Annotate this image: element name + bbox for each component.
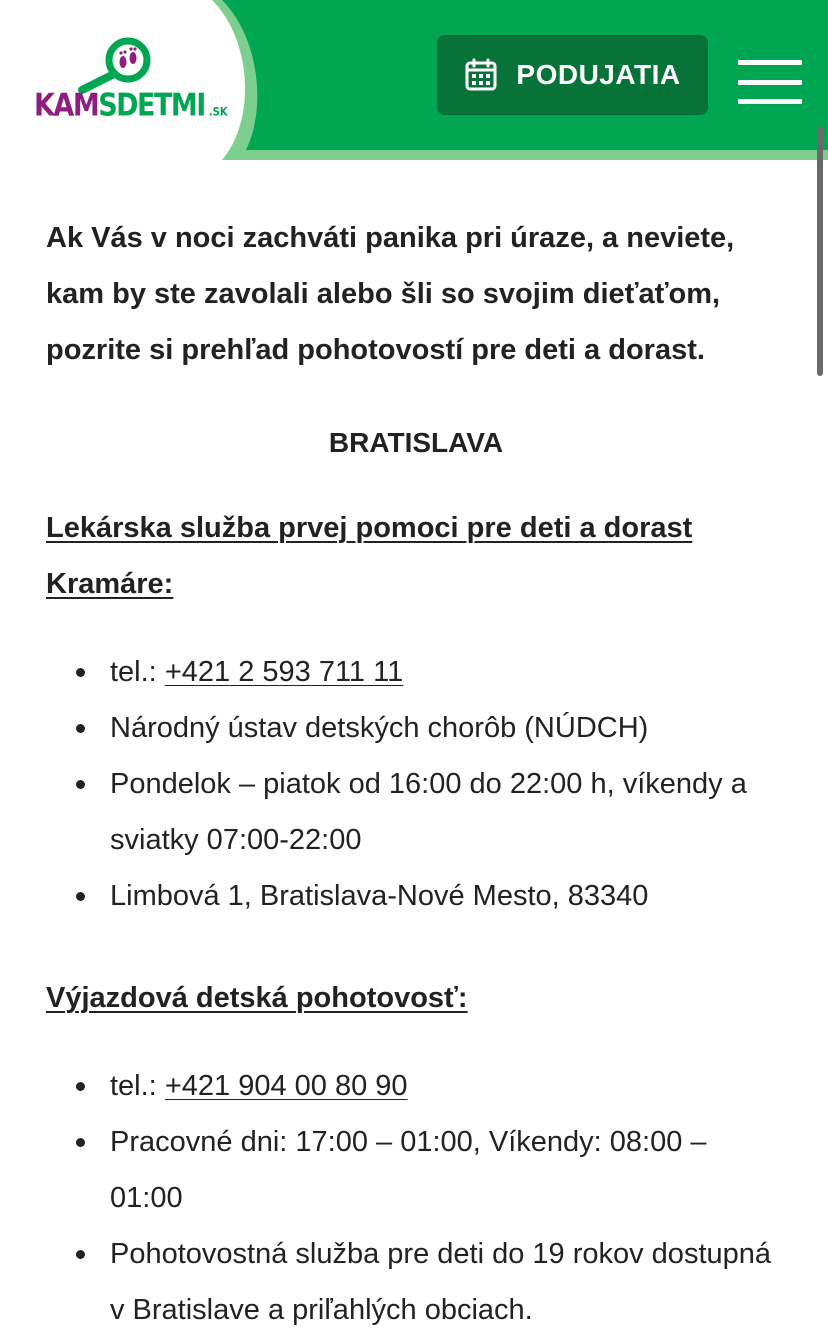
phone-link[interactable]: +421 2 593 711 11	[164, 656, 404, 688]
phone-label: tel.:	[110, 1070, 165, 1102]
list-item: Pondelok – piatok od 16:00 do 22:00 h, víkendy a sviatky 07:00-22:00	[46, 756, 786, 868]
calendar-icon	[464, 58, 498, 92]
menu-line	[738, 80, 802, 85]
site-logo[interactable]	[30, 36, 230, 132]
list-item: Pohotovostná služba pre deti do 19 rokov dostupná v Bratislave a priľahlých obciach.	[46, 1226, 786, 1338]
magnifier-feet-icon	[76, 36, 156, 92]
section-title-kramare[interactable]: Lekárska služba prvej pomoci pre deti a dorast Kramáre:	[46, 512, 693, 600]
list-item: Pracovné dni: 17:00 – 01:00, Víkendy: 08:00 – 01:00	[46, 1114, 786, 1226]
logo-sdetmi: SDETMI	[98, 88, 205, 124]
article-content	[46, 210, 786, 1338]
section-title-mobile-emergency[interactable]: Výjazdová detská pohotovosť:	[46, 982, 468, 1014]
events-button-label: PODUJATIA	[516, 59, 681, 90]
info-list-mobile-emergency	[46, 1058, 786, 1338]
list-item-phone	[46, 1058, 786, 1114]
list-item-phone	[46, 644, 786, 700]
events-button[interactable]	[437, 35, 708, 115]
list-item: Národný ústav detských chorôb (NÚDCH)	[46, 700, 786, 756]
hamburger-menu-icon[interactable]	[736, 56, 804, 108]
phone-label: tel.:	[110, 656, 165, 688]
list-item: Limbová 1, Bratislava-Nové Mesto, 83340	[46, 868, 786, 924]
info-list-kramare	[46, 644, 786, 924]
scrollbar[interactable]	[817, 126, 823, 376]
article-intro: Ak Vás v noci zachváti panika pri úraze, a neviete, kam by ste zavolali alebo šli so svojim dieťaťom, pozrite si prehľad pohotovostí pre deti a dorast.	[46, 222, 735, 366]
city-heading: BRATISLAVA	[328, 427, 504, 458]
logo-kam: KAM	[34, 88, 99, 124]
menu-line	[738, 60, 802, 65]
logo-wordmark	[34, 88, 228, 124]
phone-link[interactable]: +421 904 00 80 90	[164, 1070, 408, 1102]
menu-line	[738, 99, 802, 104]
site-header	[0, 0, 828, 160]
logo-sk: .SK	[208, 106, 228, 120]
